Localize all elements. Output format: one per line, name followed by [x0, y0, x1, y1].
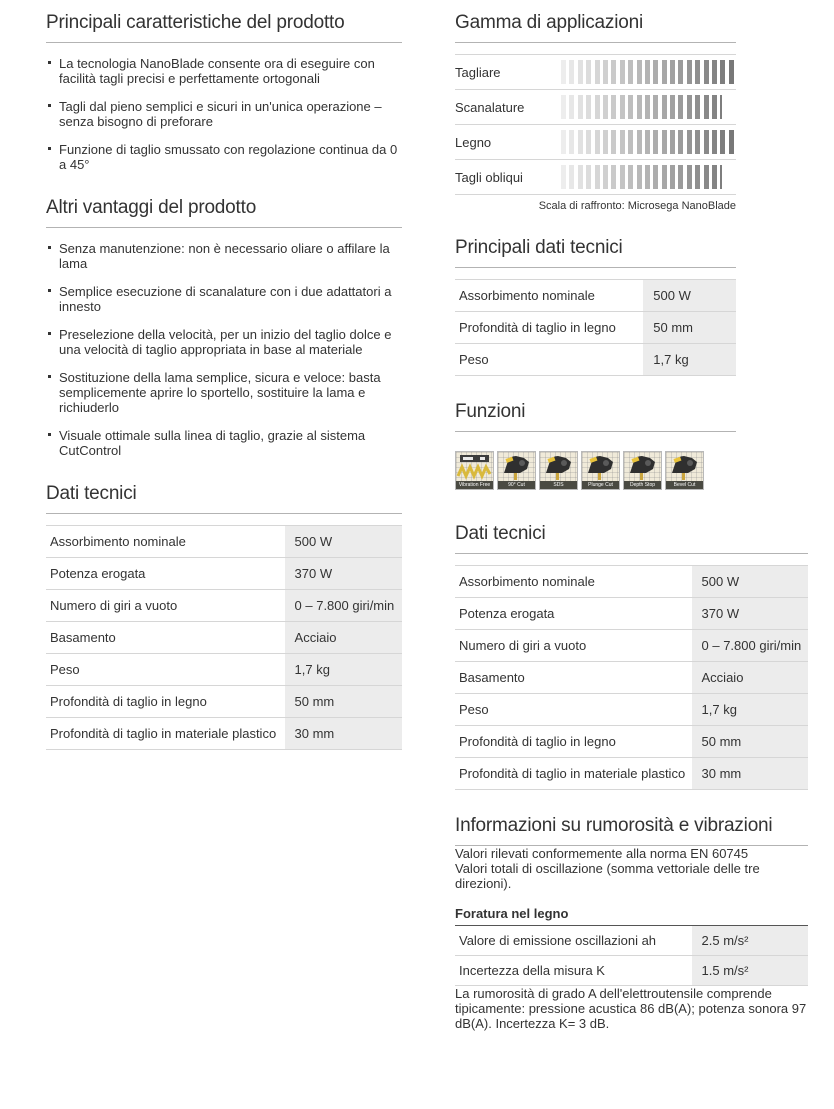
- section-title-key-specs: Principali dati tecnici: [455, 237, 736, 268]
- spec-label: Profondità di taglio in materiale plastico: [50, 726, 277, 741]
- spec-value: 370 W: [285, 558, 402, 589]
- vibration-free-icon: [455, 451, 494, 490]
- depth-stop-icon: [623, 451, 662, 490]
- section-tech-data-left: [46, 483, 402, 750]
- function-icon-art: [498, 452, 535, 481]
- spec-value: 500 W: [643, 280, 736, 311]
- advantage-item: Semplice esecuzione di scanalature con i due adattatori a innesto: [46, 284, 402, 314]
- spec-value: 1.5 m/s²: [692, 956, 808, 985]
- rating-bar: [595, 130, 600, 154]
- spec-label: Valore di emissione oscillazioni ah: [459, 933, 657, 948]
- application-rating-bars: [561, 165, 722, 189]
- rating-bar: [670, 165, 675, 189]
- rating-bar: [653, 95, 658, 119]
- rating-bar: [578, 165, 583, 189]
- spec-row: [455, 694, 808, 726]
- tech-data-table-right: [455, 565, 808, 790]
- function-icon-label: 90° Cut: [498, 481, 535, 489]
- feature-item: Funzione di taglio smussato con regolazione continua da 0 a 45°: [46, 142, 402, 172]
- rating-bar: [704, 130, 709, 154]
- section-title-tech-data-left: Dati tecnici: [46, 483, 402, 514]
- spec-row: [46, 622, 402, 654]
- function-icon-art: [540, 452, 577, 481]
- application-label: Tagli obliqui: [455, 169, 523, 185]
- rating-bar: [687, 60, 692, 84]
- spec-row: [455, 926, 808, 956]
- section-key-specs: [455, 237, 736, 376]
- rating-bar: [678, 95, 683, 119]
- spec-value: 1,7 kg: [643, 344, 736, 375]
- spec-row: [455, 280, 736, 312]
- rating-bar: [586, 60, 591, 84]
- section-noise-vibration: [455, 815, 808, 1031]
- rating-bar: [670, 95, 675, 119]
- spec-value: 1,7 kg: [692, 694, 808, 725]
- application-label: Legno: [455, 134, 492, 150]
- spec-value: 500 W: [285, 526, 402, 557]
- section-title-noise-vibration: Informazioni su rumorosità e vibrazioni: [455, 815, 808, 846]
- key-specs-table: [455, 279, 736, 376]
- rating-bar: [595, 95, 600, 119]
- application-row: [455, 160, 736, 195]
- rating-bar: [678, 130, 683, 154]
- rating-bar: [628, 95, 633, 119]
- rating-bar: [729, 130, 734, 154]
- function-icon-label: SDS: [540, 481, 577, 489]
- spec-value: 370 W: [692, 598, 808, 629]
- rating-bar: [720, 95, 722, 119]
- vibration-wave-glyph: [456, 452, 493, 481]
- spec-row: [455, 566, 808, 598]
- sds-icon: [539, 451, 578, 490]
- rating-bar: [662, 165, 667, 189]
- rating-bar: [595, 60, 600, 84]
- rating-bar: [712, 95, 717, 119]
- function-icon-art: [456, 452, 493, 481]
- application-rating-bars: [561, 95, 722, 119]
- feature-item: Tagli dal pieno semplici e sicuri in un'unica operazione – senza bisogno di preforare: [46, 99, 402, 129]
- application-row: [455, 90, 736, 125]
- spec-row: [455, 956, 808, 986]
- application-row: [455, 55, 736, 90]
- rating-bar: [653, 165, 658, 189]
- spec-label: Peso: [50, 662, 80, 677]
- spec-label: Assorbimento nominale: [50, 534, 186, 549]
- spec-row: [46, 718, 402, 750]
- rating-bar: [611, 165, 616, 189]
- rating-bar: [611, 60, 616, 84]
- section-functions: [455, 401, 736, 490]
- spec-value: 1,7 kg: [285, 654, 402, 685]
- saw-tool-glyph: [624, 452, 661, 481]
- spec-label: Profondità di taglio in legno: [459, 734, 616, 749]
- spec-label: Numero di giri a vuoto: [459, 638, 587, 653]
- rating-bar: [695, 60, 700, 84]
- rating-bar: [678, 60, 683, 84]
- feature-item: La tecnologia NanoBlade consente ora di eseguire con facilità tagli precisi e perfettamente ortogonali: [46, 56, 402, 86]
- rating-bar: [653, 130, 658, 154]
- rating-bar: [611, 95, 616, 119]
- 90-degree-cut-icon: [497, 451, 536, 490]
- rating-bar: [704, 165, 709, 189]
- noise-intro-line1: Valori rilevati conformemente alla norma EN 60745: [455, 846, 749, 861]
- rating-bar: [595, 165, 600, 189]
- function-icon-art: [582, 452, 619, 481]
- spec-value: 50 mm: [643, 312, 736, 343]
- spec-value: 50 mm: [285, 686, 402, 717]
- function-icons-row: [455, 451, 736, 490]
- saw-tool-glyph: [582, 452, 619, 481]
- saw-tool-glyph: [540, 452, 577, 481]
- spec-value: 2.5 m/s²: [692, 926, 808, 955]
- rating-bar: [720, 130, 725, 154]
- rating-bar: [561, 95, 566, 119]
- rating-bar: [628, 165, 633, 189]
- rating-bar: [637, 60, 642, 84]
- application-rating-bars: [561, 60, 734, 84]
- rating-bar: [704, 95, 709, 119]
- spec-value: Acciaio: [692, 662, 808, 693]
- section-advantages: [46, 197, 402, 458]
- spec-row: [455, 726, 808, 758]
- rating-bar: [637, 130, 642, 154]
- rating-bar: [670, 60, 675, 84]
- spec-label: Profondità di taglio in materiale plastico: [459, 766, 686, 781]
- function-icon-label: Plunge Cut: [582, 481, 619, 489]
- spec-value: 30 mm: [692, 758, 808, 789]
- rating-bar: [586, 130, 591, 154]
- spec-label: Potenza erogata: [459, 606, 555, 621]
- application-rating-bars: [561, 130, 734, 154]
- rating-bar: [586, 165, 591, 189]
- rating-bar: [662, 95, 667, 119]
- rating-bar: [645, 95, 650, 119]
- rating-bar: [620, 95, 625, 119]
- spec-row: [46, 590, 402, 622]
- rating-bar: [704, 60, 709, 84]
- rating-bar: [561, 165, 566, 189]
- rating-bar: [578, 130, 583, 154]
- rating-bar: [662, 60, 667, 84]
- rating-bar: [586, 95, 591, 119]
- application-label: Tagliare: [455, 64, 501, 80]
- rating-bar: [637, 165, 642, 189]
- rating-bar: [687, 95, 692, 119]
- function-icon-label: Vibration Free: [456, 481, 493, 489]
- spec-value: 0 – 7.800 giri/min: [285, 590, 402, 621]
- spec-value: 500 W: [692, 566, 808, 597]
- rating-bar: [670, 130, 675, 154]
- rating-bar: [720, 165, 722, 189]
- function-icon-label: Bevel Cut: [666, 481, 703, 489]
- rating-bar: [720, 60, 725, 84]
- rating-bar: [603, 165, 608, 189]
- function-icon-art: [666, 452, 703, 481]
- section-title-key-features: Principali caratteristiche del prodotto: [46, 12, 402, 43]
- function-icon-art: [624, 452, 661, 481]
- section-title-applications: Gamma di applicazioni: [455, 12, 736, 43]
- plunge-cut-icon: [581, 451, 620, 490]
- rating-bar: [578, 60, 583, 84]
- spec-row: [455, 598, 808, 630]
- right-column: [455, 12, 808, 1056]
- spec-row: [46, 654, 402, 686]
- noise-footnote: La rumorosità di grado A dell'elettroutensile comprende tipicamente: pressione acustica 86 dB(A); potenza sonora 97 dB(A). Incertezza K= 3 dB.: [455, 986, 807, 1031]
- rating-bar: [628, 60, 633, 84]
- noise-values-table: [455, 926, 808, 986]
- spec-row: [46, 686, 402, 718]
- rating-bar: [611, 130, 616, 154]
- spec-label: Basamento: [459, 670, 525, 685]
- rating-bar: [687, 165, 692, 189]
- spec-label: Numero di giri a vuoto: [50, 598, 178, 613]
- rating-bar: [628, 130, 633, 154]
- rating-bar: [653, 60, 658, 84]
- applications-table: [455, 54, 736, 195]
- rating-bar: [637, 95, 642, 119]
- spec-row: [455, 312, 736, 344]
- rating-bar: [712, 165, 717, 189]
- noise-subheading: Foratura nel legno: [455, 906, 808, 926]
- rating-bar: [712, 60, 717, 84]
- rating-bar: [603, 60, 608, 84]
- rating-bar: [578, 95, 583, 119]
- section-applications: [455, 12, 736, 212]
- noise-intro-line2: Valori totali di oscillazione (somma vettoriale delle tre direzioni).: [455, 861, 760, 891]
- spec-row: [46, 526, 402, 558]
- rating-bar: [561, 130, 566, 154]
- function-icon-label: Depth Stop: [624, 481, 661, 489]
- rating-bar: [569, 165, 574, 189]
- rating-bar: [620, 130, 625, 154]
- application-label: Scanalature: [455, 99, 525, 115]
- spec-label: Peso: [459, 352, 489, 367]
- rating-bar: [569, 130, 574, 154]
- rating-bar: [695, 165, 700, 189]
- spec-row: [46, 558, 402, 590]
- rating-bar: [645, 130, 650, 154]
- rating-bar: [569, 95, 574, 119]
- rating-bar: [662, 130, 667, 154]
- spec-label: Profondità di taglio in legno: [50, 694, 207, 709]
- spec-row: [455, 758, 808, 790]
- section-key-features: [46, 12, 402, 172]
- spec-value: Acciaio: [285, 622, 402, 653]
- spec-label: Assorbimento nominale: [459, 574, 595, 589]
- spec-row: [455, 662, 808, 694]
- rating-bar: [678, 165, 683, 189]
- spec-label: Assorbimento nominale: [459, 288, 595, 303]
- left-column: [46, 12, 402, 775]
- rating-bar: [687, 130, 692, 154]
- spec-value: 50 mm: [692, 726, 808, 757]
- saw-tool-glyph: [666, 452, 703, 481]
- rating-bar: [729, 60, 734, 84]
- rating-bar: [695, 130, 700, 154]
- section-title-functions: Funzioni: [455, 401, 736, 432]
- rating-bar: [645, 60, 650, 84]
- spec-label: Peso: [459, 702, 489, 717]
- rating-bar: [603, 130, 608, 154]
- rating-bar: [620, 60, 625, 84]
- spec-label: Potenza erogata: [50, 566, 146, 581]
- section-title-tech-data-right: Dati tecnici: [455, 523, 808, 554]
- advantages-list: [46, 241, 402, 458]
- spec-row: [455, 630, 808, 662]
- advantage-item: Senza manutenzione: non è necessario oliare o affilare la lama: [46, 241, 402, 271]
- spec-value: 30 mm: [285, 718, 402, 749]
- tech-data-table-left: [46, 525, 402, 750]
- spec-label: Profondità di taglio in legno: [459, 320, 616, 335]
- saw-tool-glyph: [498, 452, 535, 481]
- applications-scale-caption: Scala di raffronto: Microsega NanoBlade: [538, 200, 736, 212]
- key-features-list: [46, 56, 402, 172]
- spec-label: Basamento: [50, 630, 116, 645]
- rating-bar: [712, 130, 717, 154]
- rating-bar: [561, 60, 566, 84]
- advantage-item: Visuale ottimale sulla linea di taglio, grazie al sistema CutControl: [46, 428, 402, 458]
- rating-bar: [603, 95, 608, 119]
- rating-bar: [695, 95, 700, 119]
- spec-value: 0 – 7.800 giri/min: [692, 630, 808, 661]
- rating-bar: [620, 165, 625, 189]
- advantage-item: Preselezione della velocità, per un inizio del taglio dolce e una velocità di taglio appropriata in base al materiale: [46, 327, 402, 357]
- rating-bar: [569, 60, 574, 84]
- rating-bar: [645, 165, 650, 189]
- advantage-item: Sostituzione della lama semplice, sicura e veloce: basta semplicemente aprire lo sportello, sostituire la lama e richiuderlo: [46, 370, 402, 415]
- spec-label: Incertezza della misura K: [459, 963, 605, 978]
- bevel-cut-icon: [665, 451, 704, 490]
- application-row: [455, 125, 736, 160]
- section-tech-data-right: [455, 523, 808, 790]
- spec-row: [455, 344, 736, 376]
- section-title-advantages: Altri vantaggi del prodotto: [46, 197, 402, 228]
